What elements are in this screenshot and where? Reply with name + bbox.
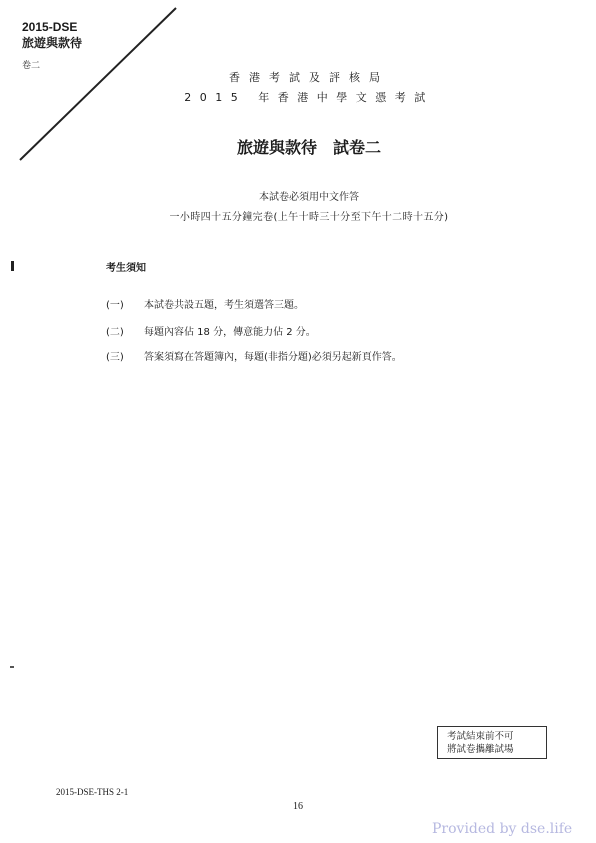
instruction-number: (二) [106,327,124,338]
instruction-text: 答案須寫在答題簿內，每題(非指分題)必須另起新頁作答。 [144,352,402,363]
time-note: 一小時四十五分鐘完卷(上午十時三十分至下午十二時十五分) [169,212,449,223]
instruction-item [106,323,316,338]
scan-mark [11,261,14,271]
authority-name: 香港考試及評核局 [229,71,389,84]
scan-dot [10,666,14,668]
exam-room-notice-box [437,726,547,759]
exam-name: 2015 年香港中學文憑考試 [184,91,434,104]
page-number: 16 [293,801,303,812]
paper-code: 2015-DSE-THS 2-1 [56,787,129,797]
instruction-item [106,348,402,363]
corner-label [22,20,82,71]
notice-line-2: 將試卷攜離試場 [447,744,514,755]
page-title: 旅遊與款待 試卷二 [236,138,381,157]
exam-code: 2015-DSE [22,20,78,34]
paper-number: 卷二 [22,61,41,71]
instructions-heading: 考生須知 [106,263,146,274]
subject-name: 旅遊與款待 [22,36,83,50]
watermark-text: Provided by dse.life [432,821,573,837]
instruction-text: 每題內容佔 18 分，傳意能力佔 2 分。 [144,327,316,338]
instruction-number: (一) [106,300,124,311]
instruction-text: 本試卷共設五題，考生須選答三題。 [144,300,304,311]
notice-line-1: 考試結束前不可 [447,731,514,742]
instruction-number: (三) [106,352,124,363]
instruction-item [106,296,304,311]
language-note: 本試卷必須用中文作答 [259,192,359,203]
